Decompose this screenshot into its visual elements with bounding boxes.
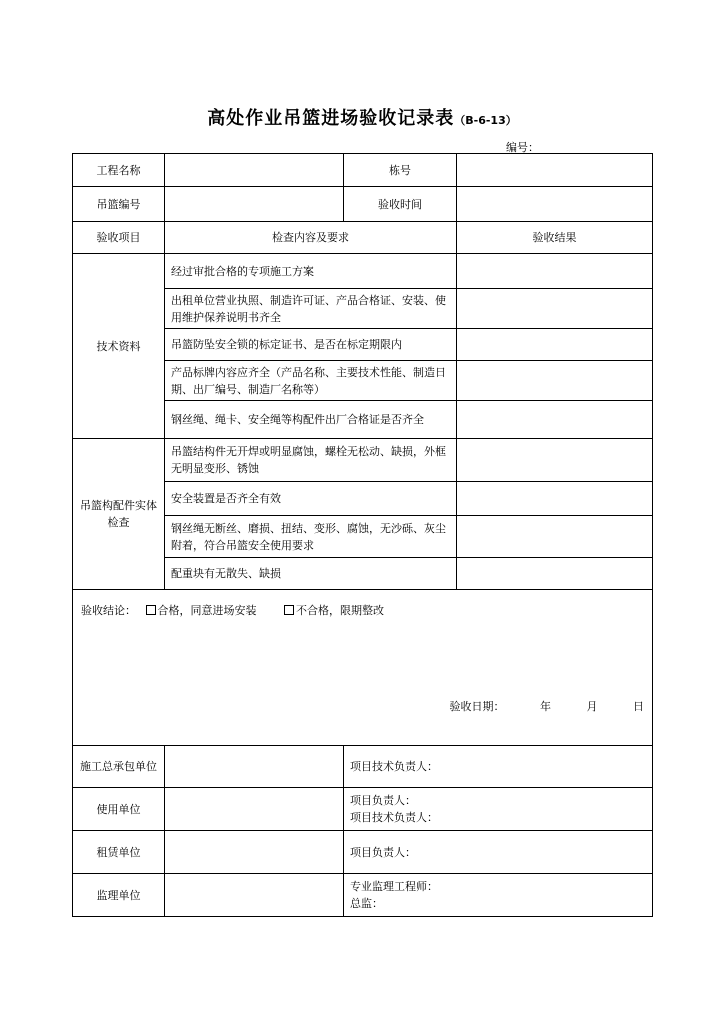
building-no-label: 栋号 [344,154,457,187]
signature-space[interactable] [165,831,344,874]
check-item: 经过审批合格的专项施工方案 [165,254,457,289]
content-column-header: 检查内容及要求 [165,222,457,254]
role-line: 项目负责人： [350,794,416,807]
check-result[interactable] [457,439,653,482]
check-result[interactable] [457,516,653,558]
check-item: 钢丝绳无断丝、磨损、扭结、变形、腐蚀，无沙砾、灰尘附着，符合吊篮安全使用要求 [165,516,457,558]
check-item: 吊篮防坠安全锁的标定证书、是否在标定期限内 [165,329,457,361]
signature-space[interactable] [165,874,344,917]
role-line: 专业监理工程师： [350,880,438,893]
basket-no-label: 吊篮编号 [73,187,165,222]
item-column-header: 验收项目 [73,222,165,254]
role-line: 项目负责人： [350,845,416,859]
signature-space[interactable] [165,746,344,788]
fail-option[interactable] [284,604,390,617]
conclusion-line [81,602,644,619]
page-title [0,104,724,130]
signature-unit: 监理单位 [73,874,165,917]
signature-role [344,746,653,788]
building-no-value[interactable] [457,154,653,187]
date-day: 日 [633,700,644,713]
accept-time-value[interactable] [457,187,653,222]
pass-option-label: 合格，同意进场安装 [157,604,257,617]
role-line: 总监： [350,897,383,910]
signature-role [344,788,653,831]
check-result[interactable] [457,558,653,590]
conclusion-label: 验收结论： [81,604,136,617]
check-item: 出租单位营业执照、制造许可证、产品合格证、安装、使用维护保养说明书齐全 [165,289,457,329]
acceptance-date [450,698,645,715]
check-result[interactable] [457,289,653,329]
check-result[interactable] [457,401,653,439]
result-column-header: 验收结果 [457,222,653,254]
role-line: 项目技术负责人： [350,811,438,824]
conclusion-cell [73,590,653,746]
check-result[interactable] [457,482,653,516]
date-year: 年 [540,700,551,713]
date-month: 月 [586,700,598,713]
signature-role [344,874,653,917]
basket-no-value[interactable] [165,187,344,222]
signature-unit: 租赁单位 [73,831,165,874]
check-item: 钢丝绳、绳卡、安全绳等构配件出厂合格证是否齐全 [165,401,457,439]
date-label: 验收日期： [449,700,505,713]
signature-unit: 使用单位 [73,788,165,831]
section-component-check: 吊篮构配件实体检查 [73,439,165,590]
fail-option-label: 不合格，限期整改 [296,604,384,617]
check-result[interactable] [457,254,653,289]
check-item: 产品标牌内容应齐全（产品名称、主要技术性能、制造日期、出厂编号、制造厂名称等） [165,361,457,401]
check-item: 配重块有无散失、缺损 [165,558,457,590]
signature-role [344,831,653,874]
check-item: 吊篮结构件无开焊或明显腐蚀，螺栓无松动、缺损，外框无明显变形、锈蚀 [165,439,457,482]
acceptance-table [72,153,653,917]
check-result[interactable] [457,361,653,401]
checkbox-icon[interactable] [284,605,294,615]
accept-time-label: 验收时间 [344,187,457,222]
signature-space[interactable] [165,788,344,831]
check-item: 安全装置是否齐全有效 [165,482,457,516]
title-text: 高处作业吊篮进场验收记录表 [207,108,455,129]
section-technical-docs: 技术资料 [73,254,165,439]
form-code: （B-6-13） [454,114,517,127]
form-number-label: 编号： [506,141,539,154]
check-result[interactable] [457,329,653,361]
project-name-label: 工程名称 [73,154,165,187]
project-name-value[interactable] [165,154,344,187]
checkbox-icon[interactable] [146,605,156,615]
signature-unit: 施工总承包单位 [73,746,165,788]
pass-option[interactable] [146,604,263,617]
role-line: 项目技术负责人： [350,760,438,773]
